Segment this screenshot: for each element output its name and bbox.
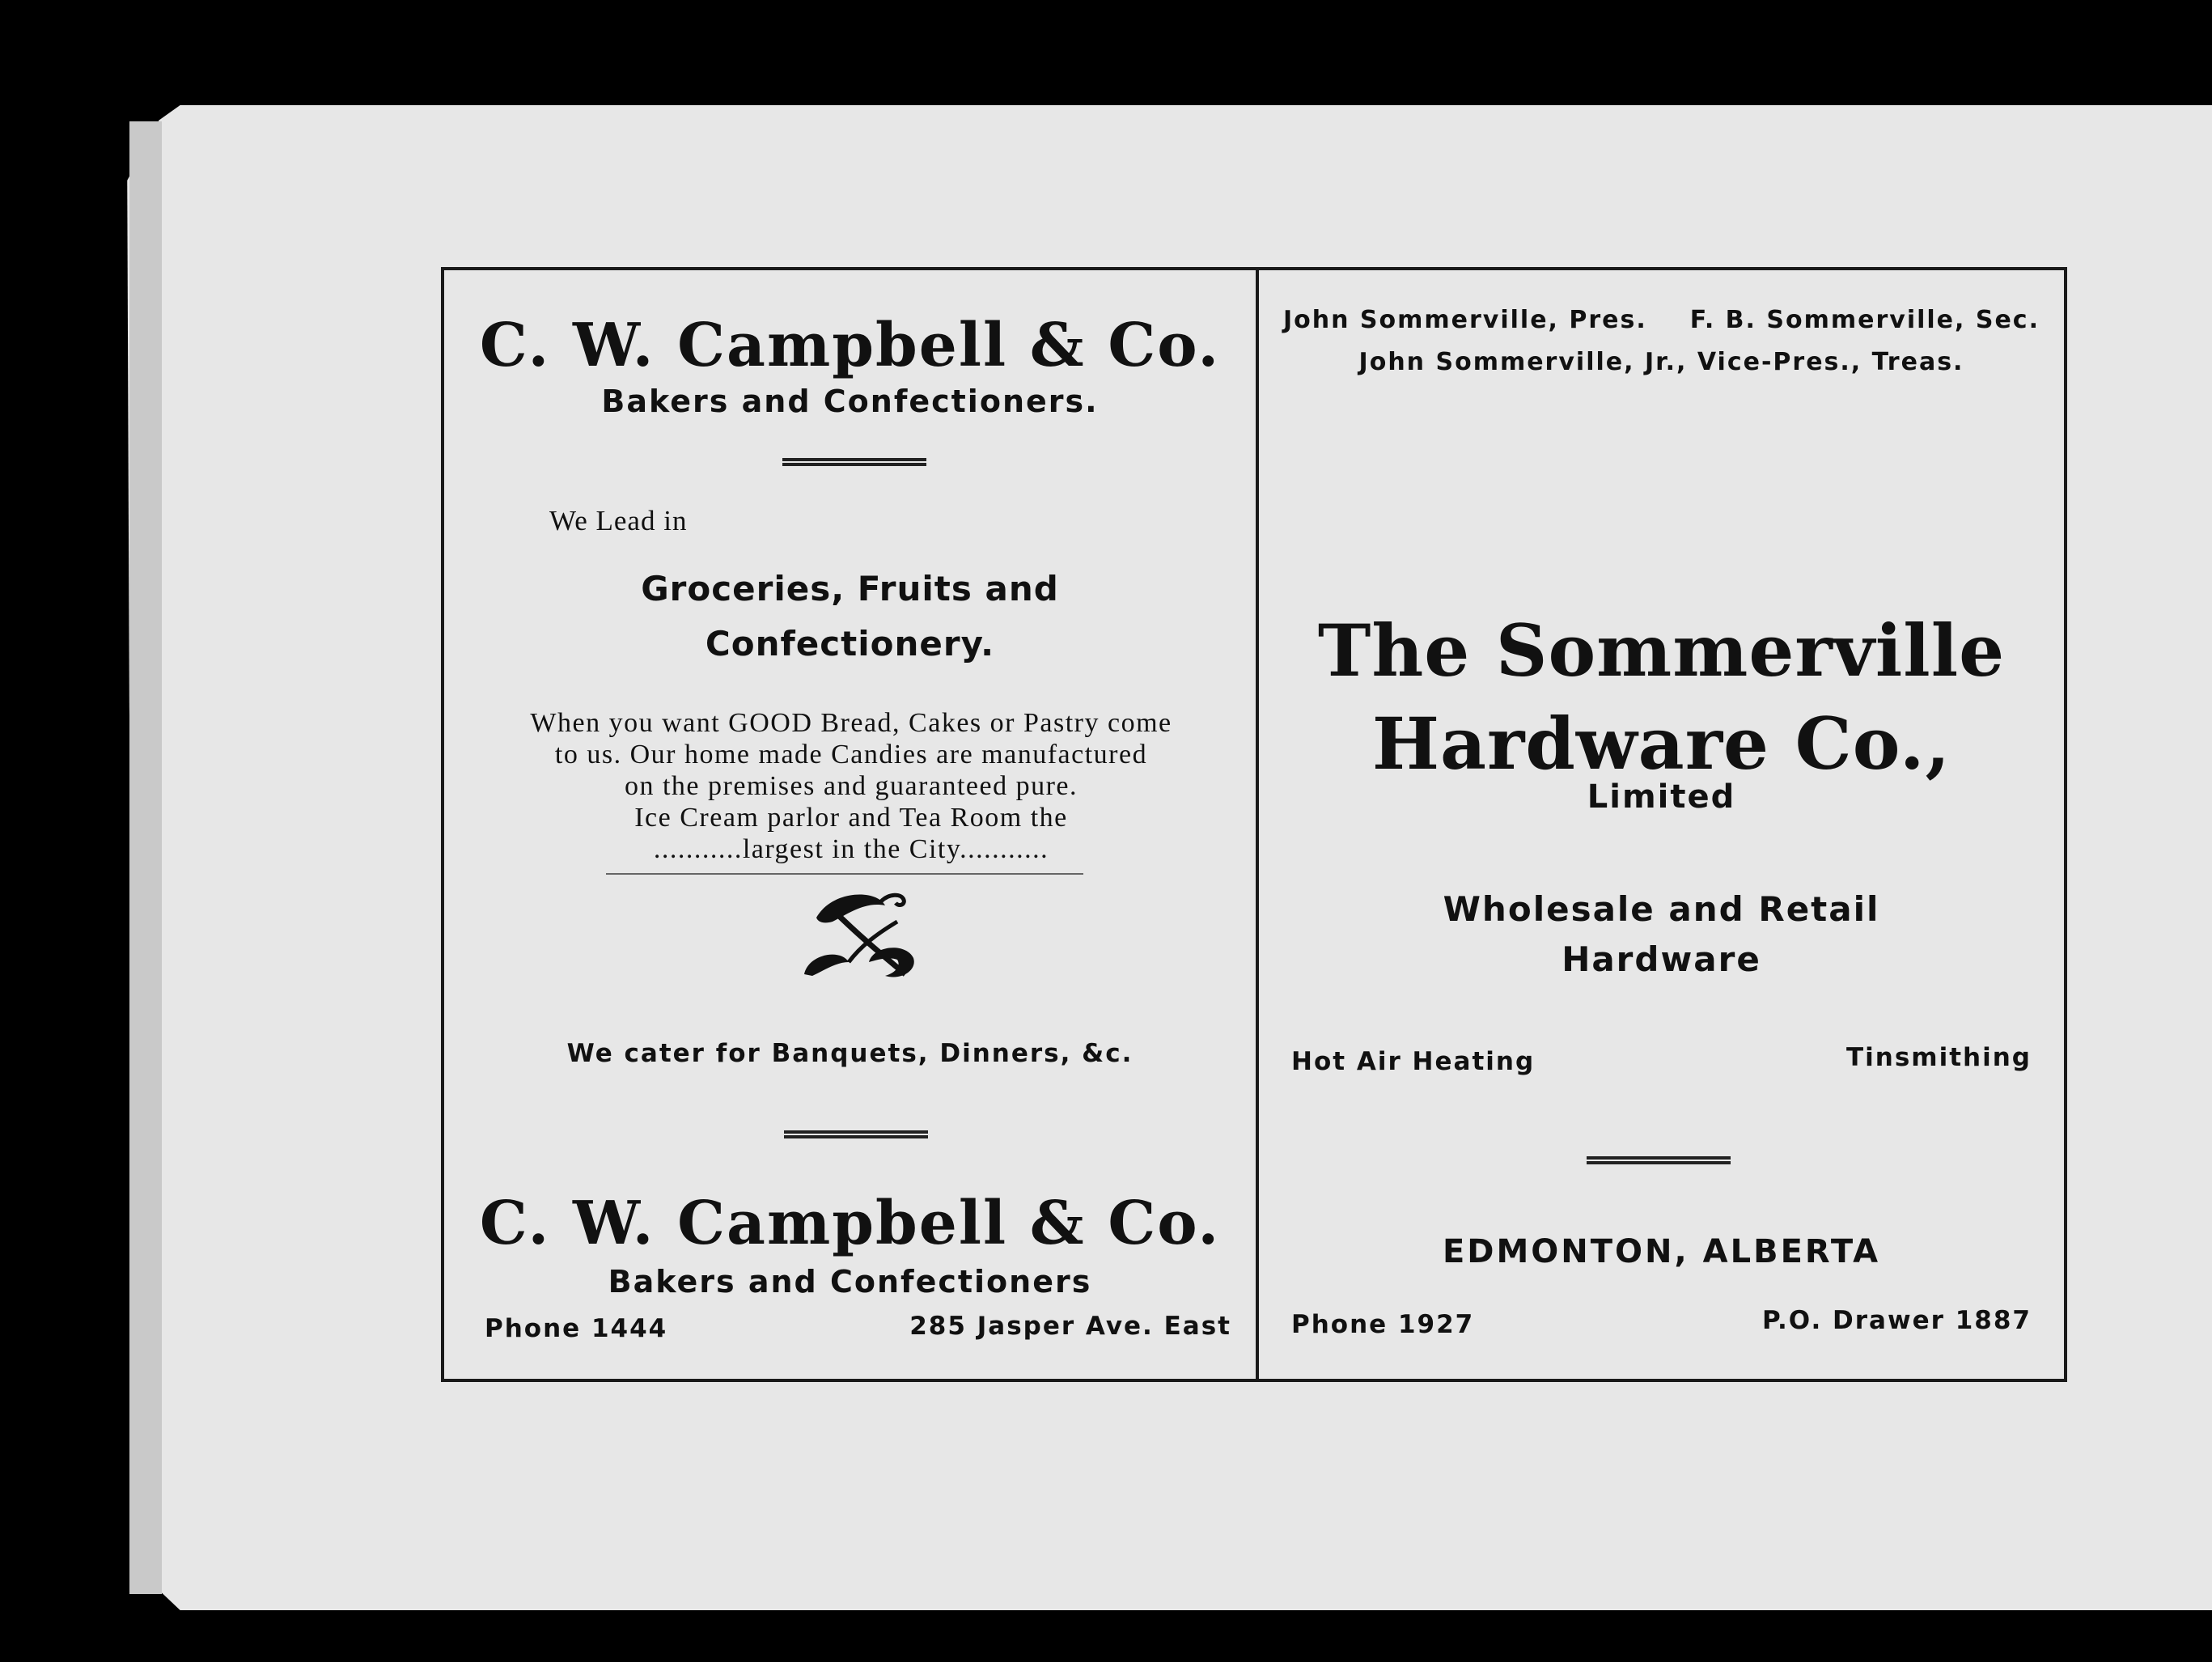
body-line: ...........largest in the City........... [653, 834, 1049, 864]
service-heating: Hot Air Heating [1291, 1047, 1536, 1076]
campbell-footer-subtitle: Bakers and Confectioners [608, 1264, 1092, 1299]
lead-line-2: Confectionery. [705, 624, 995, 664]
double-rule [784, 1130, 928, 1138]
service-tinsmithing: Tinsmithing [1846, 1043, 2032, 1072]
wholesale-line-1: Wholesale and Retail [1443, 889, 1880, 929]
company-title-line-2: Hardware Co., [1371, 702, 1951, 786]
company-location: EDMONTON, ALBERTA [1442, 1233, 1881, 1270]
officer-secretary: F. B. Sommerville, Sec. [1689, 306, 2040, 334]
body-line: to us. Our home made Candies are manufactured [554, 740, 1148, 770]
campbell-header-subtitle: Bakers and Confectioners. [601, 384, 1099, 419]
campbell-advertisement [444, 270, 1256, 1379]
campbell-footer-name: C. W. Campbell & Co. [479, 1189, 1221, 1258]
double-rule [1587, 1156, 1731, 1164]
wholesale-line-2: Hardware [1562, 939, 1761, 979]
sommerville-phone: Phone 1927 [1291, 1310, 1475, 1339]
sommerville-po-drawer: P.O. Drawer 1887 [1761, 1306, 2032, 1335]
body-line: Ice Cream parlor and Tea Room the [634, 803, 1068, 833]
company-limited: Limited [1587, 778, 1736, 816]
catering-line: We cater for Banquets, Dinners, &c. [566, 1039, 1134, 1068]
page-edge [129, 121, 162, 1594]
campbell-phone: Phone 1444 [485, 1314, 668, 1343]
lead-line-1: Groceries, Fruits and [641, 569, 1059, 608]
campbell-header-name: C. W. Campbell & Co. [479, 311, 1221, 380]
company-title-line-1: The Sommerville [1317, 608, 2006, 693]
officer-president: John Sommerville, Pres. [1283, 306, 1647, 334]
thin-rule [606, 873, 1083, 875]
lead-intro: We Lead in [549, 505, 688, 536]
officer-vice-president: John Sommerville, Jr., Vice-Pres., Treas. [1358, 348, 1964, 376]
body-line: When you want GOOD Bread, Cakes or Pastry come [530, 708, 1172, 738]
body-paragraph [483, 707, 1219, 865]
double-rule [782, 458, 926, 466]
campbell-address: 285 Jasper Ave. East [909, 1312, 1231, 1341]
sommerville-advertisement [1259, 270, 2064, 1379]
body-line: on the premises and guaranteed pure. [624, 771, 1078, 801]
leaf-ornament-icon [800, 885, 930, 990]
advertisement-frame [441, 267, 2067, 1382]
